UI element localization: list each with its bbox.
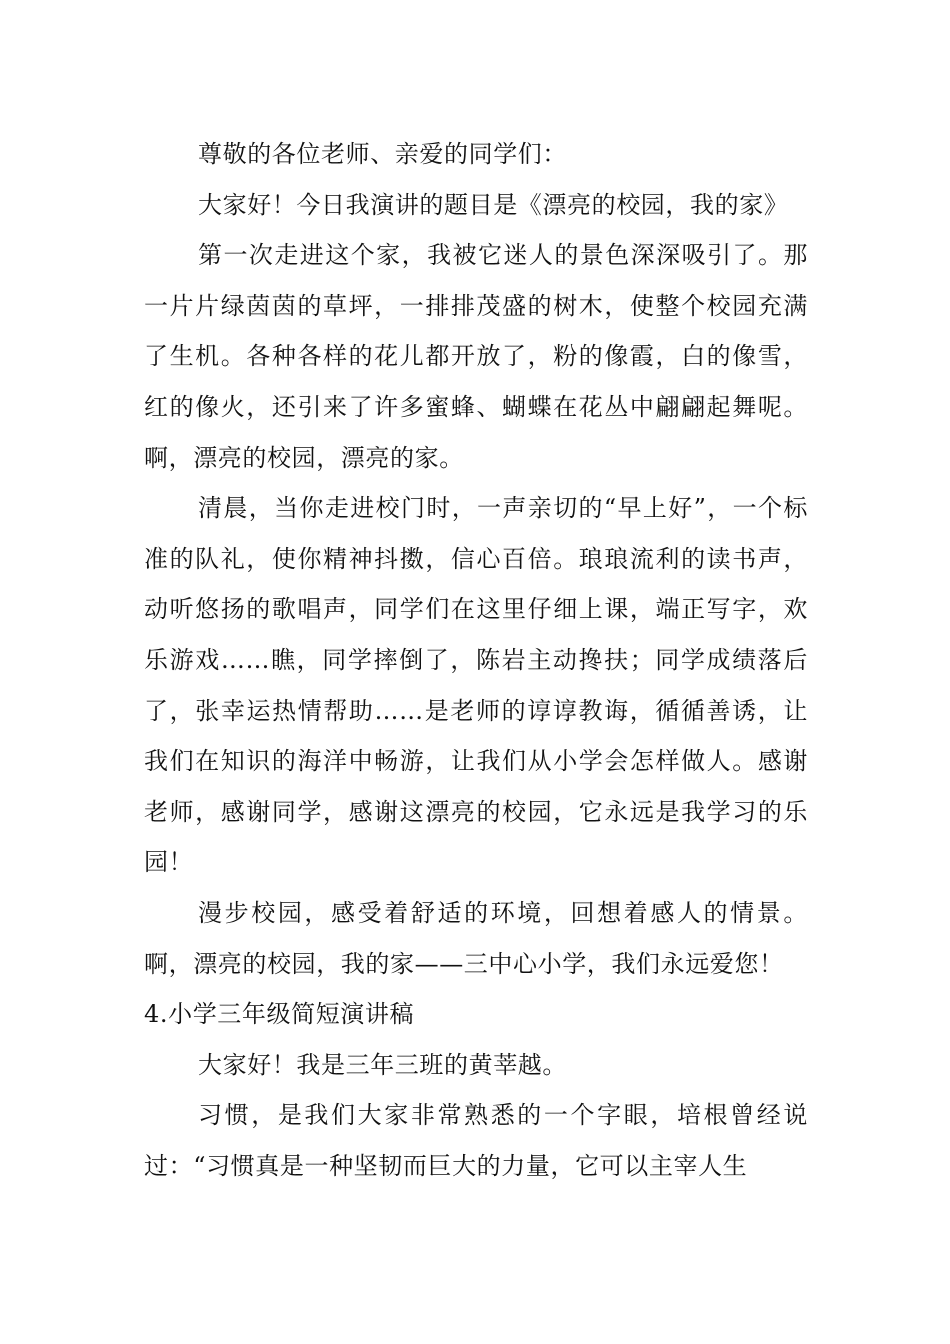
paragraph-habit: 习惯，是我们大家非常熟悉的一个字眼，培根曾经说过：“习惯真是一种坚韧而巨大的力量，它可以主宰人生	[144, 1101, 808, 1180]
document-body	[144, 129, 808, 1191]
paragraph-morning: 清晨，当你走进校门时，一声亲切的“早上好”，一个标准的队礼，使你精神抖擞，信心百倍。琅琅流利的读书声，动听悠扬的歌唱声，同学们在这里仔细上课，端正写字，欢乐游戏……瞧，同学摔倒了，陈岩主动搀扶；同学成绩落后了，张幸运热情帮助……是老师的谆谆教诲，循循善诱，让我们在知识的海洋中畅游，让我们从小学会怎样做人。感谢老师，感谢同学，感谢这漂亮的校园，它永远是我学习的乐园！	[144, 494, 808, 877]
paragraph-first-visit: 第一次走进这个家，我被它迷人的景色深深吸引了。那一片片绿茵茵的草坪，一排排茂盛的树木，使整个校园充满了生机。各种各样的花儿都开放了，粉的像霞，白的像雪，红的像火，还引来了许多蜜蜂、蝴蝶在花丛中翩翩起舞呢。啊，漂亮的校园，漂亮的家。	[144, 241, 808, 472]
paragraph-greeting: 尊敬的各位老师、亲爱的同学们：	[198, 140, 567, 168]
paragraph-self-intro: 大家好！我是三年三班的黄莘越。	[198, 1050, 567, 1079]
paragraph-intro: 大家好！今日我演讲的题目是《漂亮的校园，我的家》	[198, 190, 789, 219]
paragraph-stroll: 漫步校园，感受着舒适的环境，回想着感人的情景。啊，漂亮的校园，我的家——三中心小学，我们永远爱您！	[144, 898, 808, 978]
section-heading: 4.小学三年级简短演讲稿	[144, 1000, 415, 1029]
